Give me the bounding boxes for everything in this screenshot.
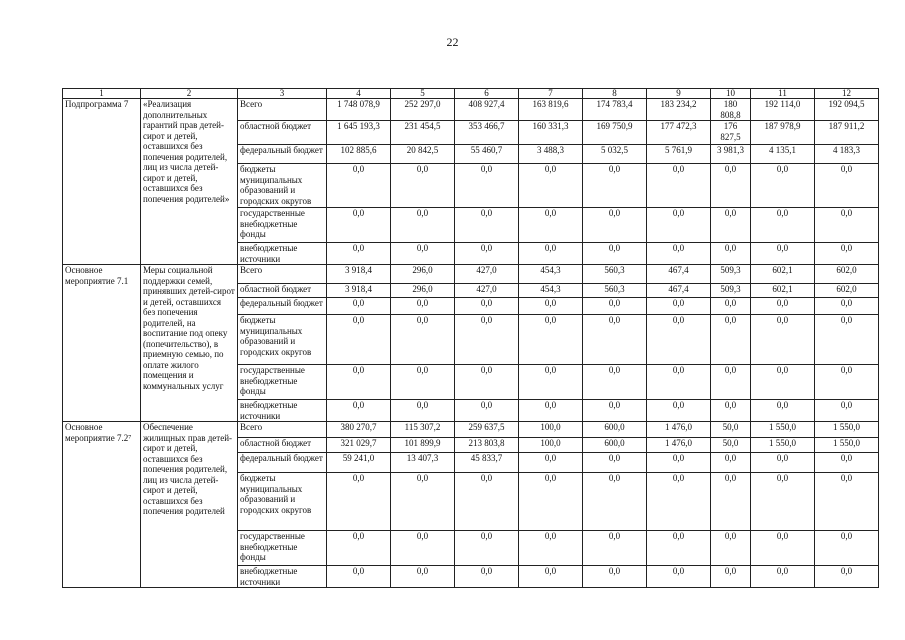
value-cell: 0,0 (751, 400, 815, 422)
value-cell: 0,0 (815, 298, 879, 315)
value-cell: 560,3 (583, 265, 647, 284)
column-header: 4 (327, 89, 391, 99)
funding-source-cell: внебюджетные источники (238, 400, 327, 422)
value-cell: 0,0 (455, 566, 519, 588)
value-cell: 0,0 (583, 453, 647, 473)
value-cell: 0,0 (519, 164, 583, 208)
value-cell: 0,0 (519, 298, 583, 315)
value-cell: 0,0 (327, 315, 391, 365)
value-cell: 0,0 (583, 298, 647, 315)
value-cell: 259 637,5 (455, 422, 519, 438)
funding-source-cell: государственные внебюджетные фонды (238, 365, 327, 400)
value-cell: 0,0 (647, 298, 711, 315)
value-cell: 0,0 (751, 453, 815, 473)
value-cell: 0,0 (751, 243, 815, 265)
value-cell: 0,0 (455, 315, 519, 365)
value-cell: 59 241,0 (327, 453, 391, 473)
column-header: 8 (583, 89, 647, 99)
value-cell: 0,0 (647, 365, 711, 400)
value-cell: 4 135,1 (751, 145, 815, 164)
value-cell: 3 488,3 (519, 145, 583, 164)
value-cell: 0,0 (815, 365, 879, 400)
value-cell: 509,3 (711, 284, 751, 298)
value-cell: 0,0 (327, 243, 391, 265)
value-cell: 0,0 (647, 208, 711, 243)
value-cell: 408 927,4 (455, 99, 519, 121)
value-cell: 0,0 (711, 298, 751, 315)
value-cell: 0,0 (583, 315, 647, 365)
value-cell: 321 029,7 (327, 438, 391, 453)
column-header: 3 (238, 89, 327, 99)
value-cell: 0,0 (583, 365, 647, 400)
value-cell: 0,0 (327, 531, 391, 566)
column-header: 1 (63, 89, 141, 99)
program-name-cell: Основное мероприятие 7.2⁷ (63, 422, 141, 588)
value-cell: 50,0 (711, 438, 751, 453)
value-cell: 0,0 (711, 473, 751, 531)
value-cell: 0,0 (583, 243, 647, 265)
header-row (63, 89, 879, 99)
value-cell: 1 476,0 (647, 438, 711, 453)
value-cell: 0,0 (815, 164, 879, 208)
value-cell: 1 748 078,9 (327, 99, 391, 121)
value-cell: 602,1 (751, 265, 815, 284)
value-cell: 0,0 (647, 566, 711, 588)
value-cell: 0,0 (647, 400, 711, 422)
value-cell: 0,0 (327, 566, 391, 588)
value-cell: 0,0 (391, 298, 455, 315)
value-cell: 101 899,9 (391, 438, 455, 453)
value-cell: 187 911,2 (815, 121, 879, 145)
value-cell: 0,0 (455, 208, 519, 243)
value-cell: 0,0 (455, 164, 519, 208)
value-cell: 0,0 (711, 365, 751, 400)
value-cell: 50,0 (711, 422, 751, 438)
funding-source-cell: областной бюджет (238, 284, 327, 298)
value-cell: 160 331,3 (519, 121, 583, 145)
value-cell: 0,0 (751, 164, 815, 208)
value-cell: 0,0 (519, 453, 583, 473)
funding-source-cell: Всего (238, 265, 327, 284)
value-cell: 0,0 (519, 566, 583, 588)
funding-source-cell: областной бюджет (238, 438, 327, 453)
value-cell: 192 114,0 (751, 99, 815, 121)
table-row (63, 422, 879, 438)
funding-source-cell: государственные внебюджетные фонды (238, 208, 327, 243)
value-cell: 213 803,8 (455, 438, 519, 453)
value-cell: 0,0 (391, 243, 455, 265)
value-cell: 0,0 (327, 473, 391, 531)
value-cell: 0,0 (711, 400, 751, 422)
value-cell: 5 761,9 (647, 145, 711, 164)
value-cell: 0,0 (519, 531, 583, 566)
funding-source-cell: областной бюджет (238, 121, 327, 145)
value-cell: 0,0 (751, 365, 815, 400)
funding-source-cell: внебюджетные источники (238, 566, 327, 588)
value-cell: 169 750,9 (583, 121, 647, 145)
value-cell: 0,0 (751, 208, 815, 243)
value-cell: 0,0 (751, 531, 815, 566)
value-cell: 176 827,5 (711, 121, 751, 145)
value-cell: 231 454,5 (391, 121, 455, 145)
value-cell: 1 550,0 (815, 422, 879, 438)
value-cell: 100,0 (519, 422, 583, 438)
funding-source-cell: федеральный бюджет (238, 453, 327, 473)
value-cell: 0,0 (455, 298, 519, 315)
value-cell: 0,0 (455, 473, 519, 531)
column-header: 11 (751, 89, 815, 99)
value-cell: 3 918,4 (327, 265, 391, 284)
table-row (63, 265, 879, 284)
value-cell: 102 885,6 (327, 145, 391, 164)
value-cell: 192 094,5 (815, 99, 879, 121)
value-cell: 0,0 (327, 208, 391, 243)
value-cell: 600,0 (583, 438, 647, 453)
funding-source-cell: бюджеты муниципальных образований и городских округов (238, 473, 327, 531)
value-cell: 115 307,2 (391, 422, 455, 438)
value-cell: 0,0 (647, 531, 711, 566)
column-header: 6 (455, 89, 519, 99)
value-cell: 5 032,5 (583, 145, 647, 164)
page-number: 22 (446, 35, 459, 49)
value-cell: 0,0 (327, 298, 391, 315)
value-cell: 0,0 (711, 531, 751, 566)
value-cell: 0,0 (327, 400, 391, 422)
value-cell: 0,0 (455, 400, 519, 422)
value-cell: 0,0 (751, 566, 815, 588)
value-cell: 20 842,5 (391, 145, 455, 164)
program-name-cell: Подпрограмма 7 (63, 99, 141, 265)
value-cell: 0,0 (519, 315, 583, 365)
value-cell: 0,0 (583, 566, 647, 588)
value-cell: 0,0 (391, 531, 455, 566)
column-header: 9 (647, 89, 711, 99)
value-cell: 1 550,0 (751, 438, 815, 453)
funding-source-cell: внебюджетные источники (238, 243, 327, 265)
value-cell: 0,0 (647, 315, 711, 365)
value-cell: 0,0 (647, 243, 711, 265)
value-cell: 0,0 (455, 365, 519, 400)
value-cell: 100,0 (519, 438, 583, 453)
value-cell: 0,0 (519, 208, 583, 243)
value-cell: 0,0 (391, 473, 455, 531)
column-header: 5 (391, 89, 455, 99)
column-header: 12 (815, 89, 879, 99)
program-name-cell: Основное мероприятие 7.1 (63, 265, 141, 422)
value-cell: 0,0 (519, 365, 583, 400)
funding-source-cell: Всего (238, 422, 327, 438)
value-cell: 0,0 (583, 400, 647, 422)
value-cell: 0,0 (815, 315, 879, 365)
value-cell: 0,0 (519, 400, 583, 422)
value-cell: 296,0 (391, 265, 455, 284)
value-cell: 296,0 (391, 284, 455, 298)
funding-source-cell: государственные внебюджетные фонды (238, 531, 327, 566)
value-cell: 0,0 (711, 315, 751, 365)
funding-source-cell: бюджеты муниципальных образований и городских округов (238, 164, 327, 208)
value-cell: 0,0 (815, 400, 879, 422)
value-cell: 0,0 (391, 208, 455, 243)
value-cell: 187 978,9 (751, 121, 815, 145)
value-cell: 0,0 (815, 243, 879, 265)
value-cell: 174 783,4 (583, 99, 647, 121)
funding-source-cell: федеральный бюджет (238, 145, 327, 164)
program-description-cell: Обеспечение жилищных прав детей-сирот и детей, оставшихся без попечения родителей, лиц из числа детей-сирот и детей, оставшихся без попечения родителей (141, 422, 238, 588)
value-cell: 3 918,4 (327, 284, 391, 298)
value-cell: 252 297,0 (391, 99, 455, 121)
value-cell: 0,0 (815, 566, 879, 588)
value-cell: 0,0 (391, 400, 455, 422)
value-cell: 13 407,3 (391, 453, 455, 473)
funding-source-cell: федеральный бюджет (238, 298, 327, 315)
value-cell: 0,0 (391, 566, 455, 588)
table-row (63, 99, 879, 121)
value-cell: 0,0 (583, 164, 647, 208)
program-description-cell: «Реализация дополнительных гарантий прав детей-сирот и детей, оставшихся без попечения родителей, лиц из числа детей-сирот и детей, оставшихся без попечения родителей» (141, 99, 238, 265)
value-cell: 0,0 (815, 208, 879, 243)
value-cell: 0,0 (751, 473, 815, 531)
value-cell: 0,0 (455, 531, 519, 566)
value-cell: 467,4 (647, 284, 711, 298)
value-cell: 163 819,6 (519, 99, 583, 121)
value-cell: 427,0 (455, 265, 519, 284)
funding-source-cell: Всего (238, 99, 327, 121)
value-cell: 560,3 (583, 284, 647, 298)
value-cell: 180 808,8 (711, 99, 751, 121)
value-cell: 602,0 (815, 265, 879, 284)
column-header: 2 (141, 89, 238, 99)
value-cell: 1 645 193,3 (327, 121, 391, 145)
value-cell: 0,0 (815, 453, 879, 473)
value-cell: 45 833,7 (455, 453, 519, 473)
value-cell: 0,0 (751, 315, 815, 365)
value-cell: 1 550,0 (815, 438, 879, 453)
program-description-cell: Меры социальной поддержки семей, принявших детей-сирот и детей, оставшихся без попечения родителей, на воспитание под опеку (попечительство), в приемную семью, по оплате жилого помещения и коммунальных услуг (141, 265, 238, 422)
value-cell: 3 981,3 (711, 145, 751, 164)
value-cell: 509,3 (711, 265, 751, 284)
value-cell: 427,0 (455, 284, 519, 298)
funding-source-cell: бюджеты муниципальных образований и городских округов (238, 315, 327, 365)
value-cell: 0,0 (751, 298, 815, 315)
value-cell: 380 270,7 (327, 422, 391, 438)
budget-table (62, 88, 879, 588)
value-cell: 0,0 (519, 243, 583, 265)
value-cell: 0,0 (583, 208, 647, 243)
value-cell: 0,0 (327, 164, 391, 208)
value-cell: 602,0 (815, 284, 879, 298)
value-cell: 0,0 (391, 164, 455, 208)
value-cell: 0,0 (583, 531, 647, 566)
value-cell: 0,0 (391, 315, 455, 365)
value-cell: 0,0 (711, 566, 751, 588)
column-header: 7 (519, 89, 583, 99)
value-cell: 454,3 (519, 284, 583, 298)
value-cell: 0,0 (519, 473, 583, 531)
value-cell: 454,3 (519, 265, 583, 284)
value-cell: 0,0 (327, 365, 391, 400)
value-cell: 0,0 (711, 453, 751, 473)
value-cell: 0,0 (391, 365, 455, 400)
value-cell: 0,0 (647, 453, 711, 473)
value-cell: 0,0 (647, 164, 711, 208)
value-cell: 0,0 (455, 243, 519, 265)
value-cell: 1 476,0 (647, 422, 711, 438)
value-cell: 4 183,3 (815, 145, 879, 164)
value-cell: 177 472,3 (647, 121, 711, 145)
value-cell: 1 550,0 (751, 422, 815, 438)
column-header: 10 (711, 89, 751, 99)
value-cell: 0,0 (647, 473, 711, 531)
value-cell: 600,0 (583, 422, 647, 438)
value-cell: 0,0 (815, 473, 879, 531)
value-cell: 353 466,7 (455, 121, 519, 145)
value-cell: 0,0 (711, 164, 751, 208)
value-cell: 467,4 (647, 265, 711, 284)
value-cell: 0,0 (583, 473, 647, 531)
value-cell: 602,1 (751, 284, 815, 298)
value-cell: 55 460,7 (455, 145, 519, 164)
value-cell: 0,0 (711, 208, 751, 243)
value-cell: 0,0 (815, 531, 879, 566)
value-cell: 0,0 (711, 243, 751, 265)
value-cell: 183 234,2 (647, 99, 711, 121)
